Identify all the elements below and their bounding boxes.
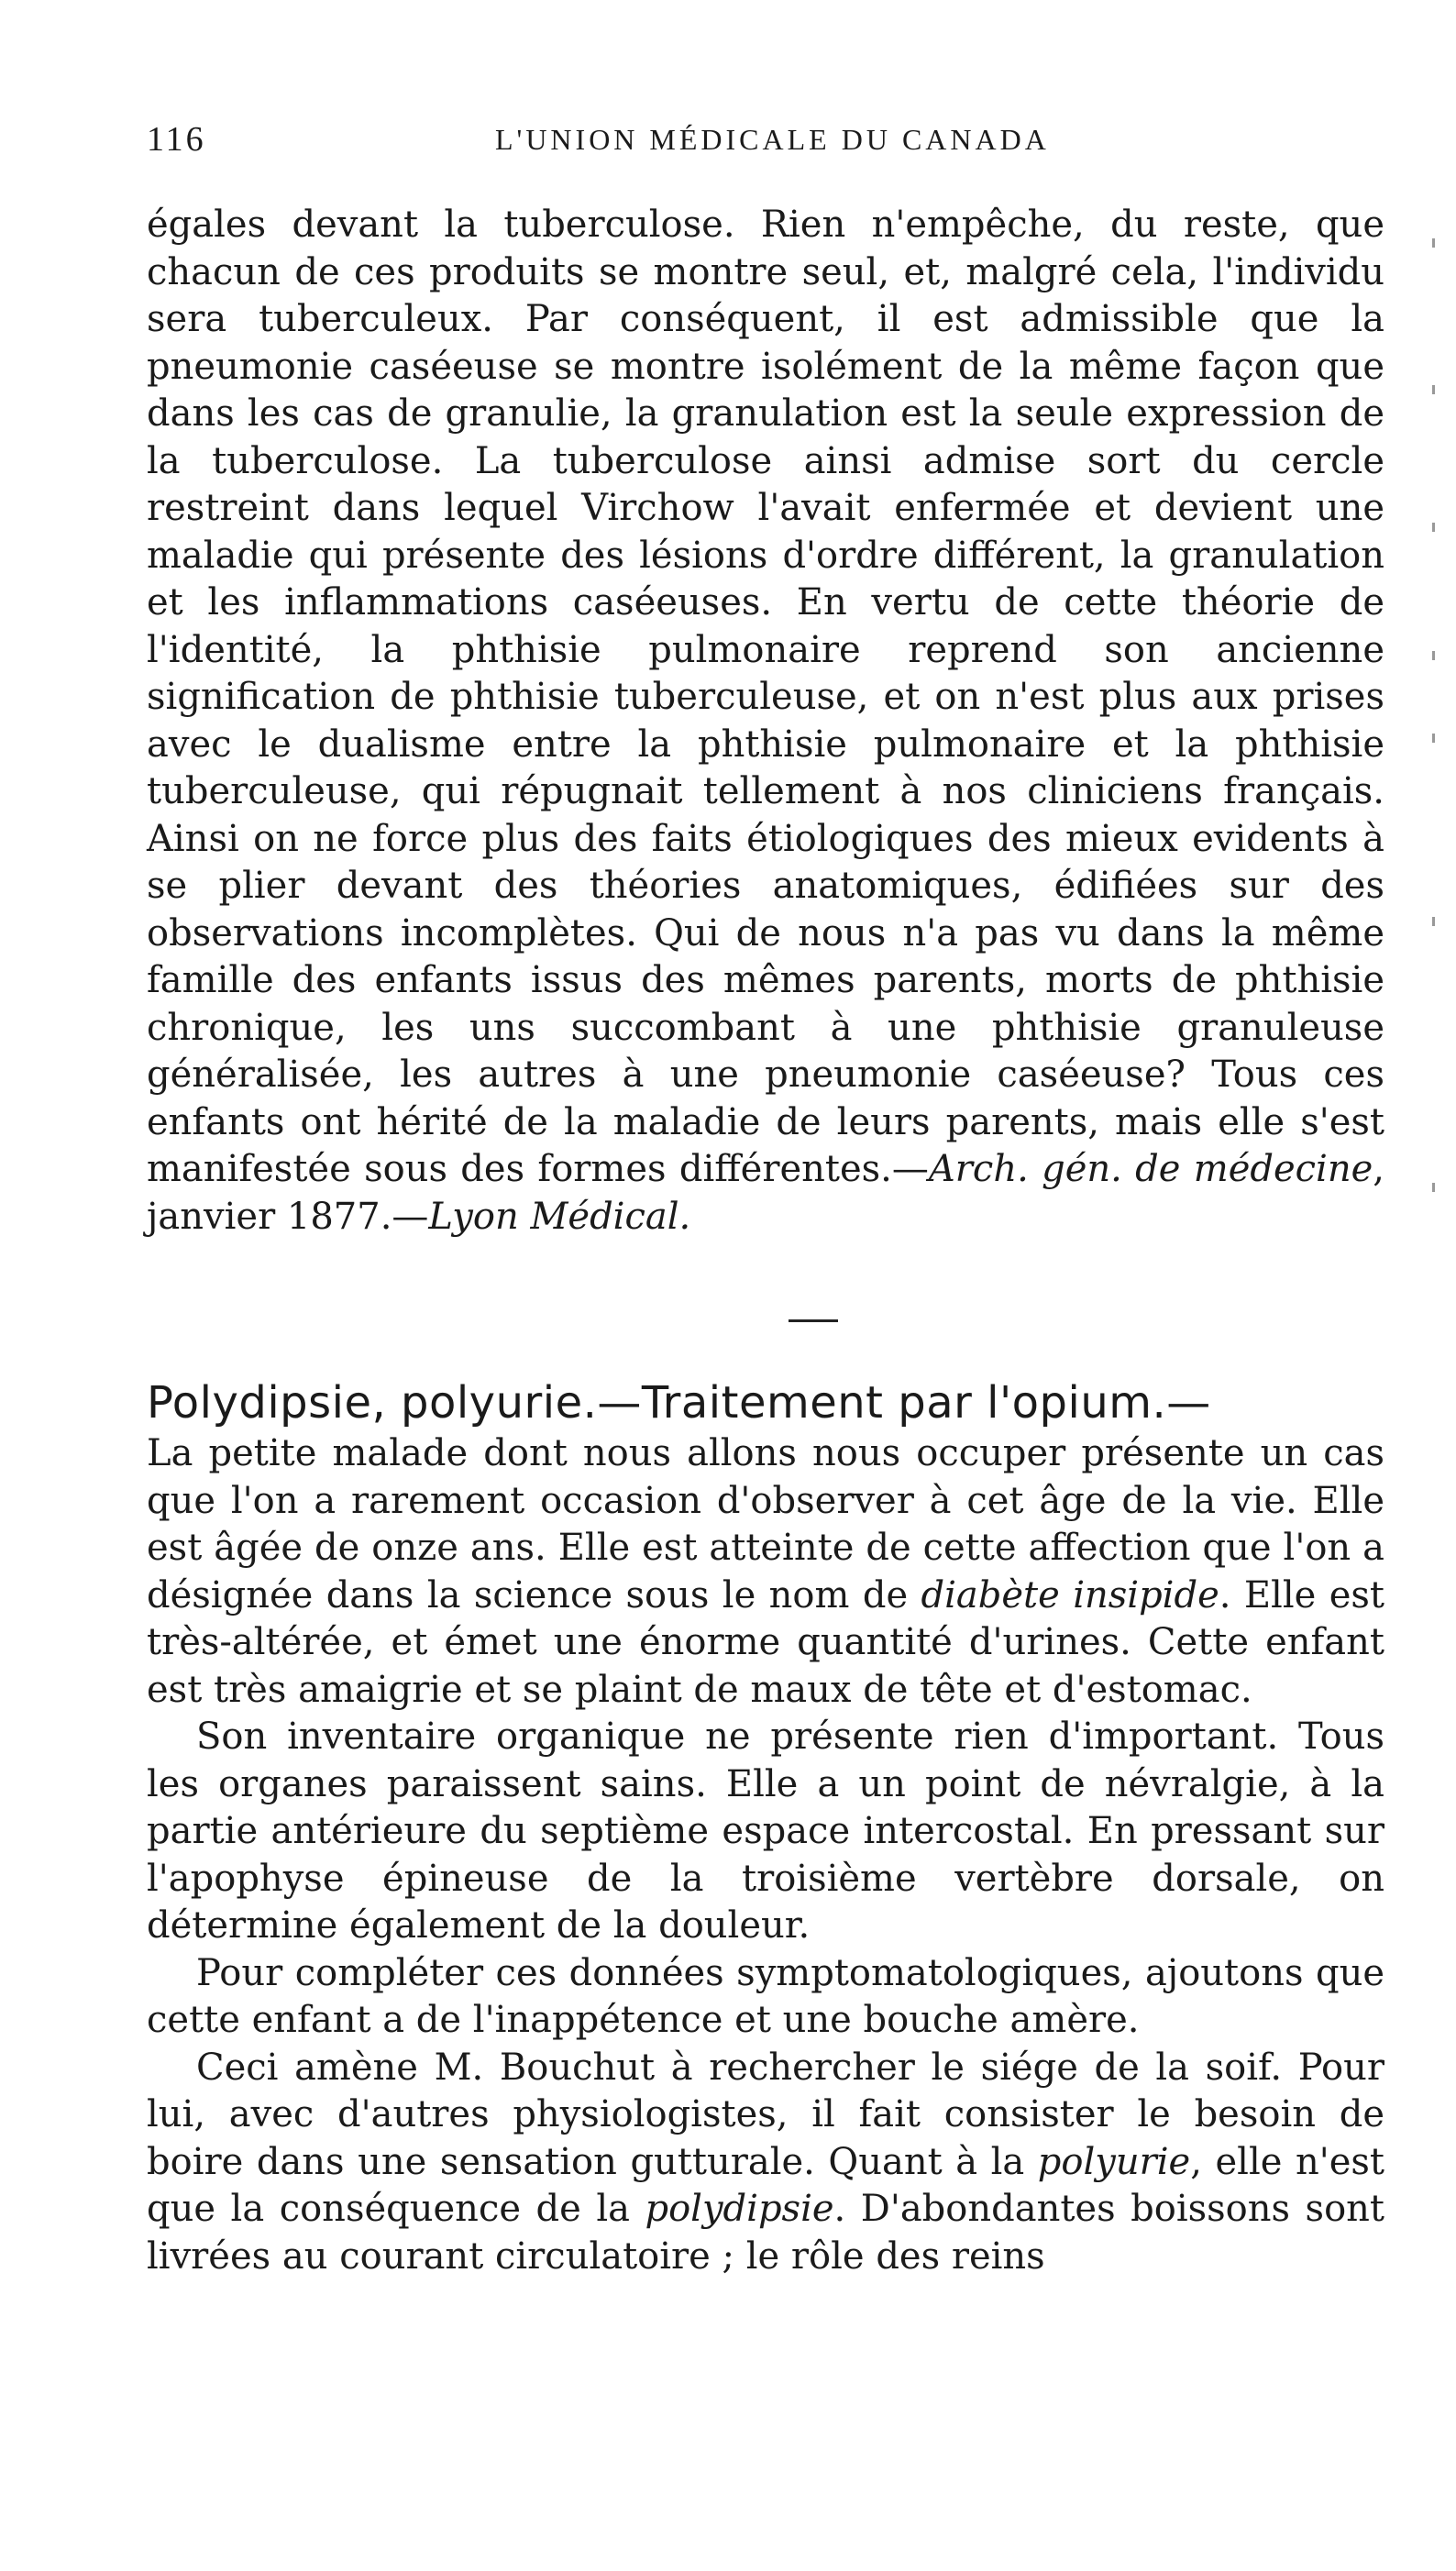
source-date: , janvier 1877.— (147, 1148, 1385, 1238)
section-paragraph-4 (147, 2045, 1384, 2281)
scan-edge-marks (1432, 220, 1439, 1229)
document-page (147, 110, 1384, 2280)
paragraph-text: La petite malade dont nous allons nous occuper présente un cas que l'on a rarement occasion d'observer à cet âge de la vie. Elle est âgée de onze ans. Elle est atteinte de cette affection que l'on a désignée dans la science sous le nom de (147, 1432, 1384, 1617)
journal-title: L'UNION MÉDICALE DU CANADA (495, 123, 1050, 156)
paragraph-text: . Elle est très-altérée, et émet une énorme quantité d'urines. Cette enfant est très amaigrie et se plaint de maux de tête et d'estomac. (147, 1573, 1384, 1711)
paragraph-text: Ceci amène M. Bouchut à rechercher le siége de la soif. Pour lui, avec d'autres physiologistes, il fait consister le besoin de boire dans une sensation gutturale. Quant à la (147, 2046, 1384, 2183)
paragraph-text: égales devant la tuberculose. Rien n'empêche, du reste, que chacun de ces produits se montre seul, et, malgré cela, l'individu sera tuberculeux. Par conséquent, il est admissible que la pneumonie caséeuse se montre isolément de la même façon que dans les cas de granulie, la granulation est la seule expression de la tuberculose. La tuberculose ainsi admise sort du cercle restreint dans lequel Virchow l'avait enfermée et devient une maladie qui présente des lésions d'ordre différent, la granulation et les inflammations caséeuses. En vertu de cette théorie de l'identité, la phthisie pulmonaire reprend son ancienne signification de phthisie tuberculeuse, et on n'est plus aux prises avec le dualisme entre la phthisie pulmonaire et la phthisie tuberculeuse, qui répugnait tellement à nos cliniciens français. Ainsi on ne force plus des faits étiologiques des mieux evidents à se plier devant des théories anatomiques, édifiées sur des observations incomplètes. Qui de nous n'a pas vu dans la même famille des enfants issus des mêmes parents, morts de phthisie chronique, les uns succombant à une phthisie granuleuse généralisée, les autres à une pneumonie caséeuse? Tous ces enfants ont hérité de la maladie de leurs parents, mais elle s'est manifestée sous des formes différentes.— (147, 204, 1384, 1190)
paragraph-text: . D'abondantes boissons sont livrées au courant circulatoire ; le rôle des reins (147, 2188, 1384, 2278)
body-paragraph-1 (147, 202, 1384, 1241)
section-paragraph-3: Pour compléter ces données symptomatologiques, ajoutons que cette enfant a de l'inappétence et une bouche amère. (147, 1951, 1384, 2041)
section-paragraph-1 (147, 1430, 1384, 1714)
section-separator (789, 1319, 838, 1322)
page-number: 116 (147, 120, 206, 159)
section-title: Polydipsie, polyurie.—Traitement par l'opium.— (147, 1377, 1211, 1429)
paragraph-text: , elle n'est que la conséquence de la (147, 2140, 1384, 2230)
section-paragraph-2: Son inventaire organique ne présente rien d'important. Tous les organes paraissent sains. Elle a un point de névralgie, à la partie antérieure du septième espace intercostal. En pressant sur l'apophyse épineuse de la troisième vertèbre dorsale, on détermine également de la douleur. (147, 1716, 1384, 1947)
italic-term: diabète insipide (921, 1573, 1219, 1617)
italic-term: polydipsie (645, 2188, 834, 2230)
running-header (147, 110, 1384, 174)
source-journal: Lyon Médical. (428, 1195, 691, 1238)
italic-term: polyurie (1037, 2140, 1191, 2183)
source-reference: Arch. gén. de médecine (928, 1148, 1373, 1190)
